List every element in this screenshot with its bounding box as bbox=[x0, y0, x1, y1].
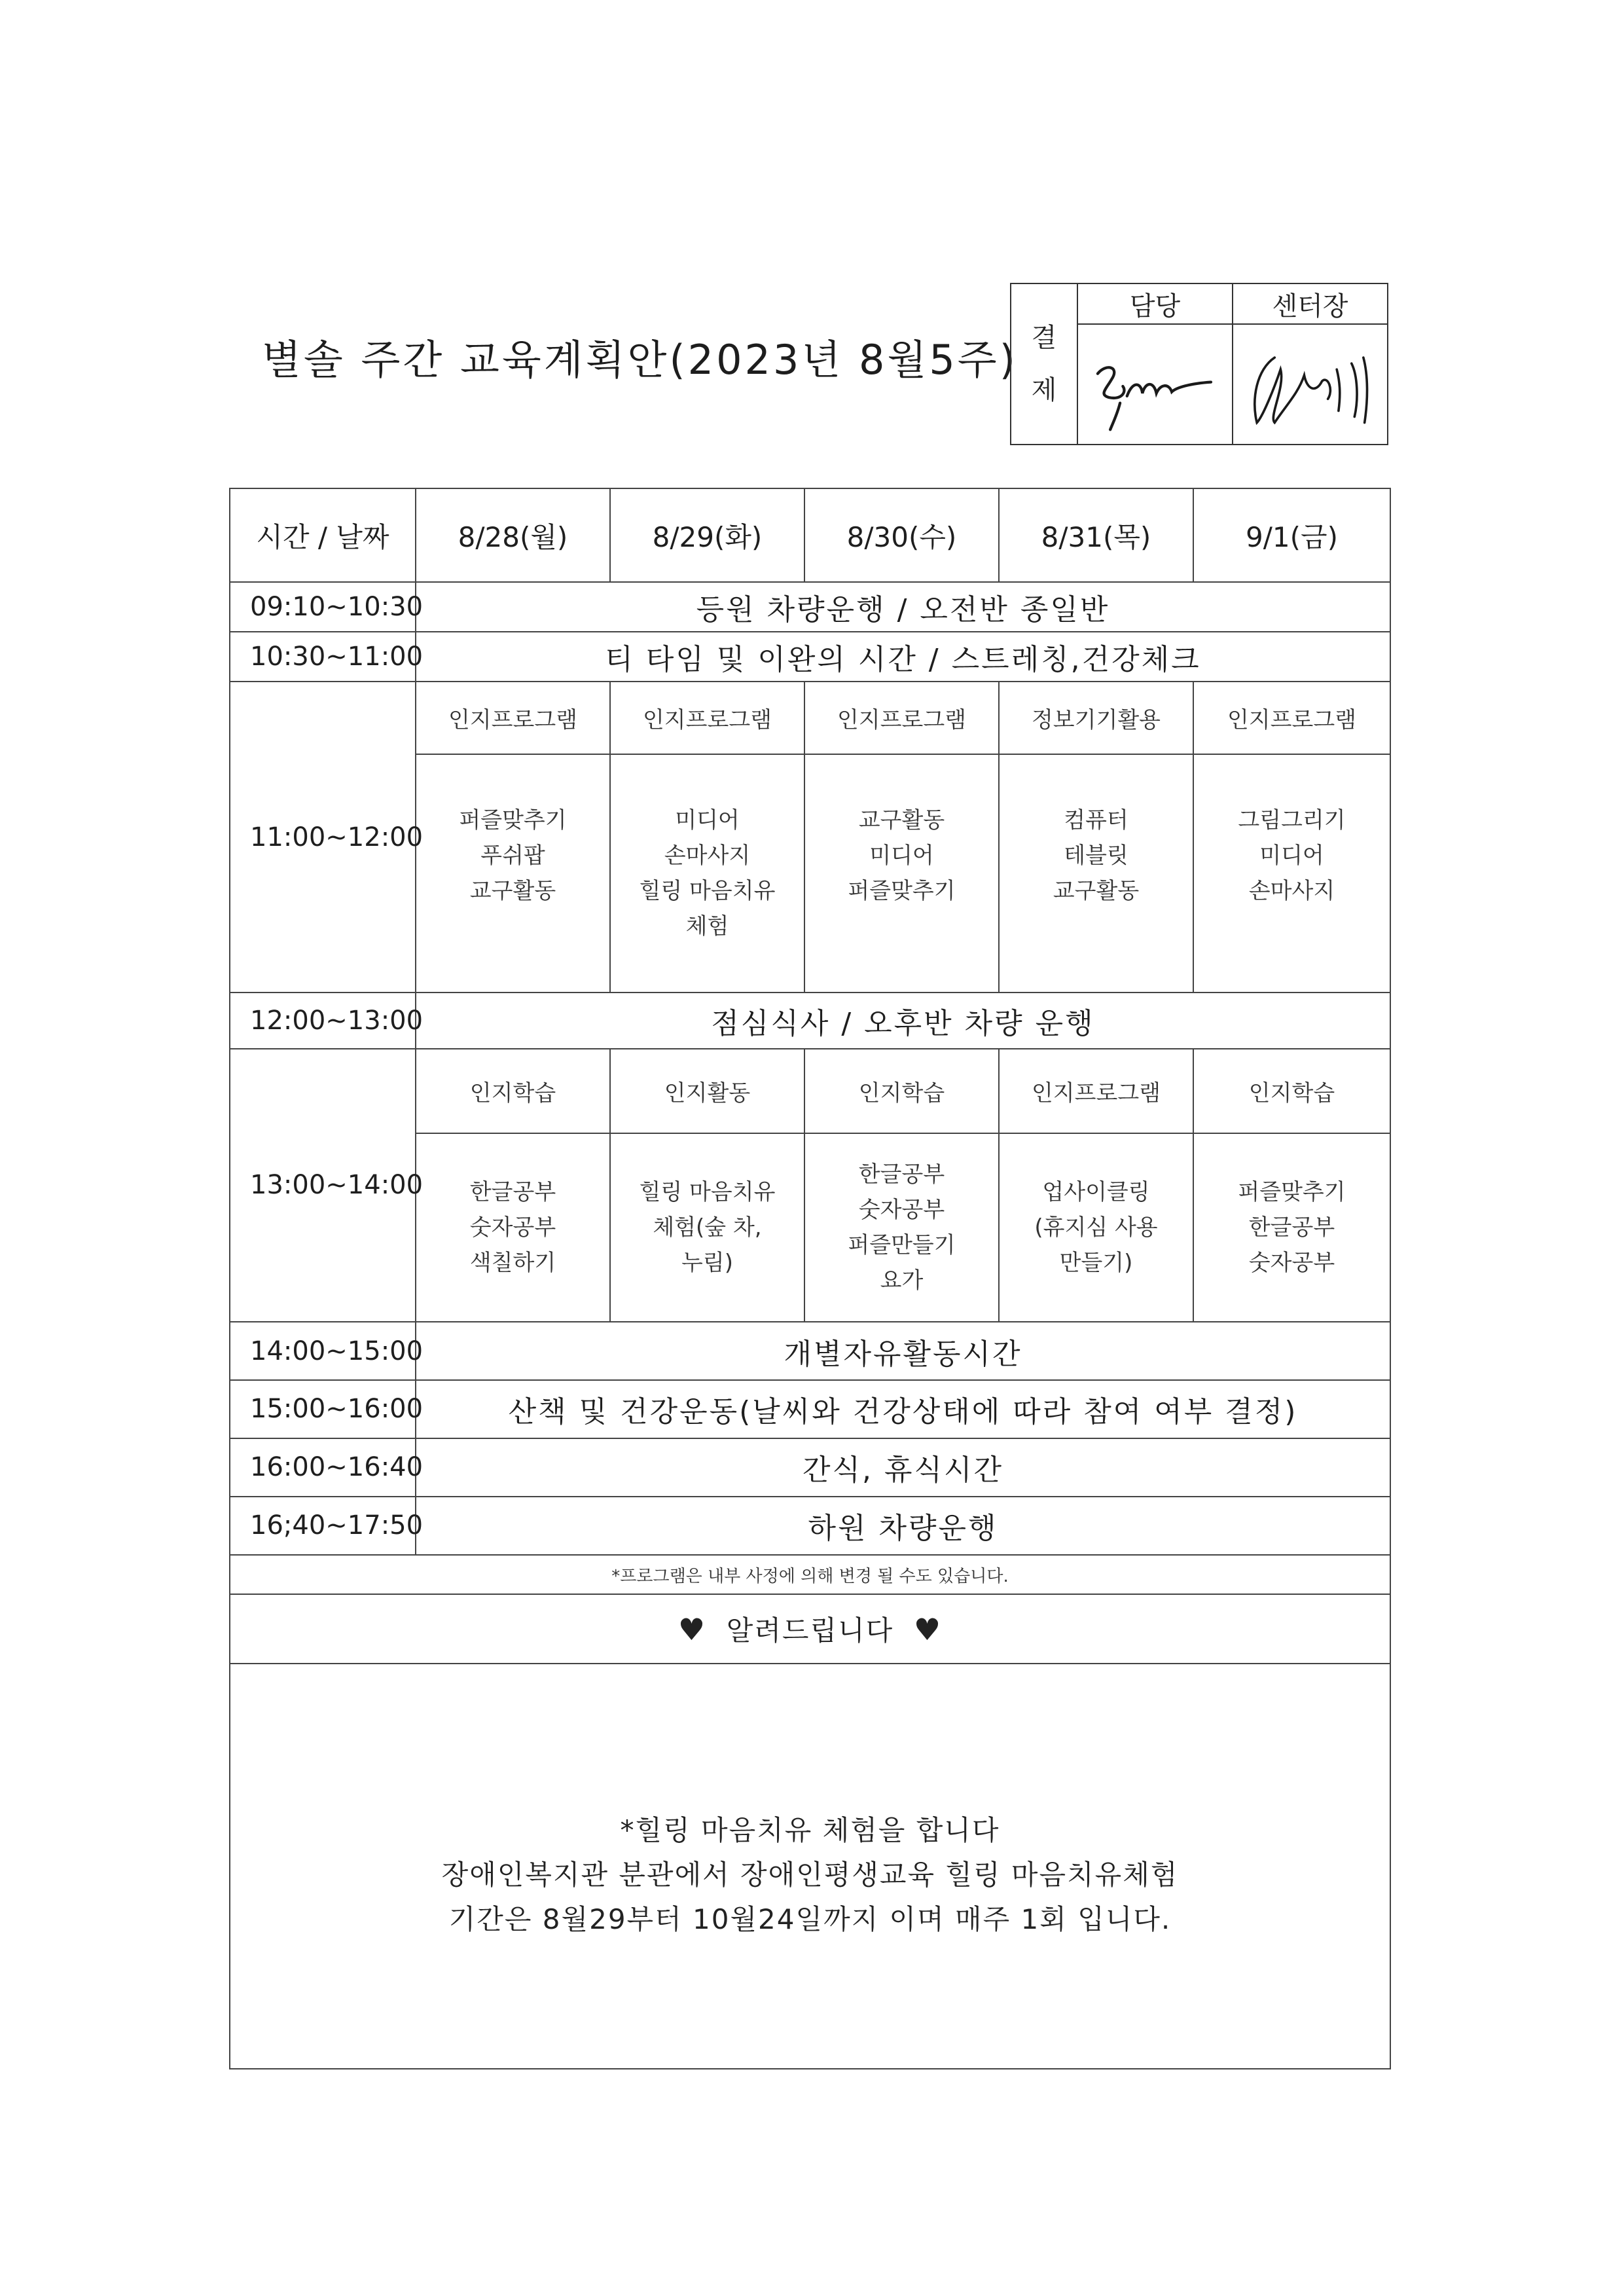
activity-span: 개별자유활동시간 bbox=[416, 1322, 1390, 1380]
activity-cell bbox=[804, 1133, 999, 1322]
activity-line: 컴퓨터 bbox=[1064, 807, 1128, 834]
notice-body-row bbox=[230, 1664, 1390, 2069]
day-header-mon: 8/28(월) bbox=[416, 488, 610, 582]
activity-cell bbox=[999, 1133, 1193, 1322]
row-1030 bbox=[230, 632, 1390, 682]
activity-line: 푸쉬팝 bbox=[480, 843, 545, 869]
activity-line: 체험 bbox=[685, 913, 729, 940]
activity-line: 그림그리기 bbox=[1238, 807, 1346, 834]
activity-cell bbox=[416, 1133, 610, 1322]
notice-heading-text: 알려드립니다 bbox=[726, 1614, 894, 1647]
notice-line: *힐링 마음치유 체험을 합니다 bbox=[620, 1814, 1000, 1847]
approval-label bbox=[1011, 283, 1077, 445]
activity-cell bbox=[610, 1133, 804, 1322]
category-cell: 인지학습 bbox=[804, 1049, 999, 1133]
activity-span: 등원 차량운행 / 오전반 종일반 bbox=[416, 582, 1390, 632]
manager-signature bbox=[1077, 324, 1233, 445]
activity-span: 하원 차량운행 bbox=[416, 1497, 1390, 1555]
category-cell: 정보기기활용 bbox=[999, 682, 1193, 754]
activity-line: 미디어 bbox=[1259, 843, 1324, 869]
time-cell: 11:00~12:00 bbox=[230, 682, 416, 993]
category-cell: 인지학습 bbox=[416, 1049, 610, 1133]
activity-line-spacer bbox=[805, 909, 998, 944]
activity-line: 힐링 마음치유 bbox=[639, 1179, 776, 1206]
activity-span: 산책 및 건강운동(날씨와 건강상태에 따라 참여 여부 결정) bbox=[416, 1380, 1390, 1438]
header-row bbox=[230, 488, 1390, 582]
activity-line-spacer bbox=[416, 909, 609, 944]
time-cell: 12:00~13:00 bbox=[230, 993, 416, 1049]
approval-label-top: 결 bbox=[1031, 322, 1057, 353]
activity-line: 누림) bbox=[681, 1250, 733, 1277]
activity-line: 교구활동 bbox=[469, 878, 556, 905]
row-1500 bbox=[230, 1380, 1390, 1438]
category-cell: 인지프로그램 bbox=[999, 1049, 1193, 1133]
activity-line: 체험(숲 차, bbox=[653, 1214, 762, 1241]
manager-signature-image bbox=[1078, 325, 1232, 444]
time-cell: 13:00~14:00 bbox=[230, 1049, 416, 1322]
activity-line: 한글공부 bbox=[469, 1179, 556, 1206]
category-cell: 인지프로그램 bbox=[1193, 682, 1390, 754]
activity-line: 숫자공부 bbox=[469, 1214, 556, 1241]
activity-line: 퍼즐맞추기 bbox=[1238, 1179, 1346, 1206]
activity-line: 퍼즐맞추기 bbox=[459, 807, 567, 834]
header-corner: 시간 / 날짜 bbox=[230, 488, 416, 582]
activity-cell bbox=[1193, 1133, 1390, 1322]
activity-line: 손마사지 bbox=[664, 843, 751, 869]
notice-heading-row bbox=[230, 1594, 1390, 1664]
row-1200 bbox=[230, 993, 1390, 1049]
time-cell: 16;40~17:50 bbox=[230, 1497, 416, 1555]
heart-icon: ♥ bbox=[677, 1612, 707, 1648]
row-1300-categories bbox=[230, 1049, 1390, 1133]
time-cell: 16:00~16:40 bbox=[230, 1438, 416, 1497]
time-cell: 15:00~16:00 bbox=[230, 1380, 416, 1438]
time-cell: 14:00~15:00 bbox=[230, 1322, 416, 1380]
activity-line: 테블릿 bbox=[1064, 843, 1128, 869]
row-0910 bbox=[230, 582, 1390, 632]
day-header-tue: 8/29(화) bbox=[610, 488, 804, 582]
category-cell: 인지프로그램 bbox=[610, 682, 804, 754]
activity-cell bbox=[999, 754, 1193, 993]
heart-icon: ♥ bbox=[913, 1612, 943, 1648]
activity-line-spacer bbox=[1194, 909, 1390, 944]
activity-span: 점심식사 / 오후반 차량 운행 bbox=[416, 993, 1390, 1049]
activity-line: 색칠하기 bbox=[469, 1250, 556, 1277]
activity-span: 간식, 휴식시간 bbox=[416, 1438, 1390, 1497]
time-cell: 09:10~10:30 bbox=[230, 582, 416, 632]
activity-cell bbox=[610, 754, 804, 993]
category-cell: 인지프로그램 bbox=[416, 682, 610, 754]
activity-line: 숫자공부 bbox=[858, 1197, 945, 1224]
approval-label-bottom: 제 bbox=[1031, 374, 1057, 405]
activity-line: 업사이클링 bbox=[1042, 1179, 1150, 1206]
notice-line: 장애인복지관 분관에서 장애인평생교육 힐링 마음치유체험 bbox=[441, 1859, 1179, 1891]
day-header-wed: 8/30(수) bbox=[804, 488, 999, 582]
notice-body bbox=[230, 1664, 1390, 2069]
activity-line: 교구활동 bbox=[858, 807, 945, 834]
activity-line: 숫자공부 bbox=[1248, 1250, 1335, 1277]
row-1100-categories bbox=[230, 682, 1390, 754]
page-title: 별솔 주간 교육계획안(2023년 8월5주) bbox=[262, 336, 1018, 384]
category-cell: 인지프로그램 bbox=[804, 682, 999, 754]
director-signature-image bbox=[1233, 325, 1387, 444]
activity-line: 한글공부 bbox=[858, 1161, 945, 1188]
notice-line: 기간은 8월29부터 10월24일까지 이며 매주 1회 입니다. bbox=[448, 1903, 1172, 1936]
row-1400 bbox=[230, 1322, 1390, 1380]
activity-cell bbox=[416, 754, 610, 993]
category-cell: 인지활동 bbox=[610, 1049, 804, 1133]
approval-box bbox=[1010, 283, 1388, 445]
activity-line-spacer bbox=[1000, 909, 1193, 944]
activity-line: 만들기) bbox=[1059, 1250, 1133, 1277]
activity-line: 힐링 마음치유 bbox=[639, 878, 776, 905]
activity-line: 미디어 bbox=[869, 843, 934, 869]
activity-cell bbox=[804, 754, 999, 993]
activity-span: 티 타임 및 이완의 시간 / 스트레칭,건강체크 bbox=[416, 632, 1390, 682]
activity-cell bbox=[1193, 754, 1390, 993]
time-cell: 10:30~11:00 bbox=[230, 632, 416, 682]
activity-line: 한글공부 bbox=[1248, 1214, 1335, 1241]
day-header-thu: 8/31(목) bbox=[999, 488, 1193, 582]
note-row bbox=[230, 1555, 1390, 1595]
row-1640 bbox=[230, 1497, 1390, 1555]
notice-heading bbox=[230, 1594, 1390, 1664]
approval-director-header: 센터장 bbox=[1233, 283, 1388, 324]
approval-manager-header: 담당 bbox=[1077, 283, 1233, 324]
schedule-table bbox=[229, 488, 1391, 2069]
day-header-fri: 9/1(금) bbox=[1193, 488, 1390, 582]
activity-line: 손마사지 bbox=[1248, 878, 1335, 905]
activity-line: 미디어 bbox=[675, 807, 740, 834]
activity-line: 퍼즐맞추기 bbox=[848, 878, 956, 905]
activity-line: 요가 bbox=[880, 1267, 924, 1294]
row-1600 bbox=[230, 1438, 1390, 1497]
director-signature bbox=[1233, 324, 1388, 445]
change-notice-note: *프로그램은 내부 사정에 의해 변경 될 수도 있습니다. bbox=[230, 1555, 1390, 1595]
category-cell: 인지학습 bbox=[1193, 1049, 1390, 1133]
activity-line: 퍼즐만들기 bbox=[848, 1232, 956, 1259]
activity-line: 교구활동 bbox=[1053, 878, 1140, 905]
activity-line: (휴지심 사용 bbox=[1034, 1214, 1158, 1241]
